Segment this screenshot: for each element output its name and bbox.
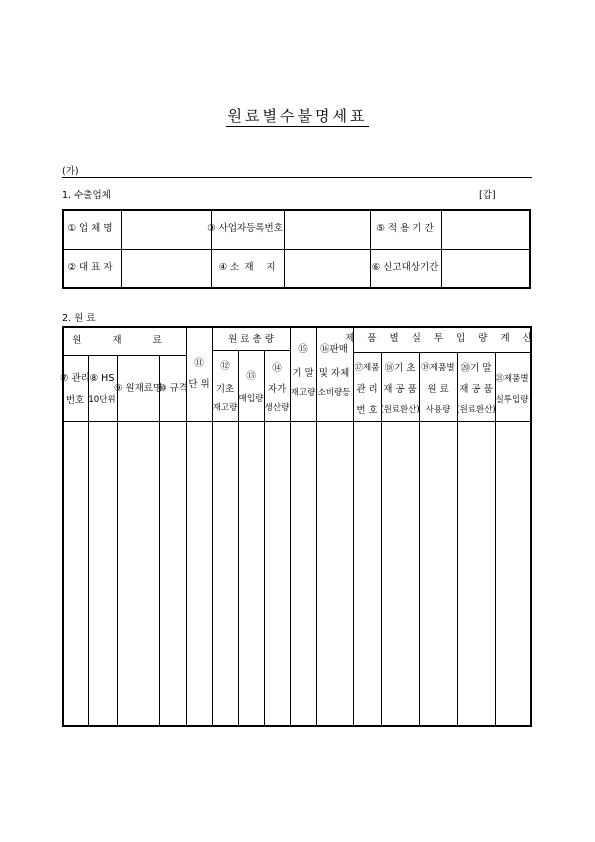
sales-header-3: 소비량등	[317, 388, 351, 398]
header-line	[353, 352, 530, 353]
unit-header-2: 단 위	[188, 379, 210, 390]
prod-use-header: ⑲제품별	[421, 363, 455, 373]
calc-group-header: 제 품 별 실 투 입 량 계 산	[345, 333, 537, 344]
header-line	[212, 350, 290, 351]
report-period-label: ⑥ 신고대상기간	[371, 262, 439, 273]
wip-opening-header-2: 재 공 품	[383, 384, 417, 395]
apply-period-label: ⑤ 적 용 기 간	[376, 223, 434, 234]
representative-label: ② 대 표 자	[67, 262, 113, 273]
unit-header: ⑪	[194, 358, 204, 369]
raw-material-group-header: 원 재 료	[72, 335, 176, 346]
section2-heading: 2. 원 료	[62, 313, 96, 324]
company-name-value[interactable]	[122, 210, 212, 249]
opening-header-3: 재고량	[212, 403, 238, 413]
spec-header: ⑩ 규격	[158, 383, 188, 394]
closing-header: ⑮	[298, 344, 308, 355]
own-prod-header-2: 자가	[267, 384, 287, 395]
company-name-label: ① 업 체 명	[67, 223, 113, 234]
page-title: 원료별수불명세표	[227, 107, 368, 125]
prod-use-header-2: 원 료	[427, 384, 449, 395]
representative-value[interactable]	[122, 249, 212, 288]
purchase-header-2: 매입량	[238, 394, 264, 404]
header-line	[62, 355, 186, 356]
closing-header-2: 기 말	[292, 368, 314, 379]
address-value[interactable]	[285, 249, 371, 288]
address-label-end: 지	[266, 262, 276, 273]
opening-header-2: 기초	[215, 384, 235, 395]
raw-name-header: ⑨ 원재료명	[113, 383, 163, 394]
mgmt-no-header: ⑦ 관리	[60, 373, 90, 384]
section1-heading: 1. 수출업체	[62, 190, 111, 201]
biz-reg-value[interactable]	[285, 210, 371, 249]
address-label-mid: 재	[244, 262, 254, 273]
mgmt-no-header-2: 번호	[65, 395, 85, 406]
actual-input-header: ㉑제품별	[495, 374, 529, 384]
wip-closing-header-2: 재 공 품	[459, 384, 493, 395]
own-prod-header: ⑭	[272, 363, 282, 374]
prod-mgmt-header: ⑰제품	[354, 363, 380, 373]
actual-input-header-2: 실투입량	[495, 395, 529, 405]
closing-header-3: 재고량	[290, 388, 316, 398]
section1-tag: [갑]	[479, 190, 496, 201]
purchase-header: ⑬	[246, 371, 256, 382]
company-info-table	[62, 209, 531, 289]
wip-opening-header-3: (원료환산)	[380, 405, 420, 415]
sales-header: ⑯판매	[320, 344, 348, 355]
divider	[62, 177, 532, 178]
opening-header: ⑫	[220, 361, 230, 372]
sales-header-2: 및 자체	[318, 368, 350, 379]
hs-header-2: 10단위	[88, 395, 116, 405]
prod-mgmt-header-2: 관 리	[356, 384, 378, 395]
wip-closing-header-3: (원료환산)	[456, 405, 496, 415]
total-group-header: 원 료 총 량	[228, 334, 274, 345]
own-prod-header-3: 생산량	[264, 403, 290, 413]
apply-period-value[interactable]	[442, 210, 531, 249]
hs-header: ⑧ HS	[89, 373, 115, 384]
wip-opening-header: ⑱기 초	[384, 363, 416, 374]
report-period-value[interactable]	[442, 249, 531, 288]
prod-use-header-3: 사용량	[425, 405, 451, 415]
wip-closing-header: ⑳기 말	[460, 363, 492, 374]
table-body-entry-area[interactable]	[64, 423, 528, 723]
form-tag: (가)	[62, 166, 79, 177]
prod-mgmt-header-3: 번 호	[356, 405, 378, 416]
address-label: ④ 소	[218, 262, 240, 273]
header-bottom-line	[62, 421, 530, 422]
biz-reg-label: ③ 사업자등록번호	[207, 223, 283, 234]
